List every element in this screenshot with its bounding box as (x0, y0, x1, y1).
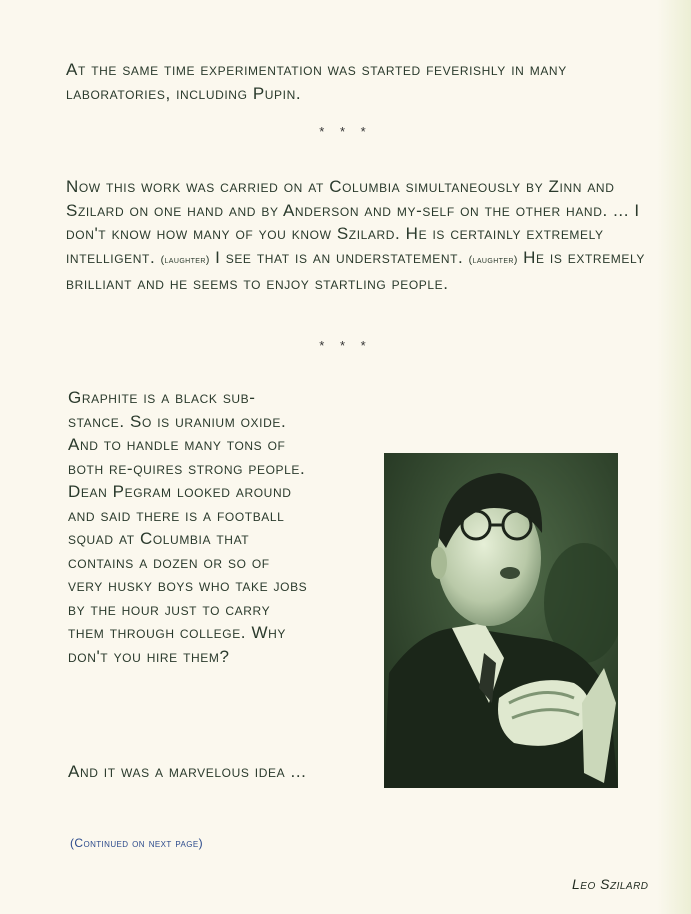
section-separator: * * * (319, 124, 372, 139)
paragraph-columbia (66, 175, 666, 296)
paragraph-intro: At the same time experimentation was started feverishly in many laboratories, including Pupin. (66, 60, 567, 103)
laughter-note: (laughter) (160, 253, 210, 266)
paragraph-columbia-part-a: Now this work was carried on at Columbia simultaneously by Zinn and Szilard on one hand and by Anderson and my-self on the other hand. ... I don't know how many of you know Szilard. He is certainly extremely intelligent. (66, 177, 640, 267)
portrait-photo (384, 453, 618, 788)
paragraph-columbia-part-c: He is extremely brilliant and he seems to enjoy startling people. (66, 247, 645, 293)
page-edge-shadow (657, 0, 691, 914)
continued-note: (Continued on next page) (70, 836, 204, 850)
laughter-note: (laughter) (468, 253, 518, 266)
paragraph-marvelous-idea: And it was a marvelous idea ... (68, 762, 307, 781)
paragraph-columbia-part-b: I see that is an understatement. (215, 247, 464, 267)
portrait-illustration (384, 453, 618, 788)
photo-caption: Leo Szilard (572, 876, 649, 892)
section-separator: * * * (319, 338, 372, 353)
paragraph-graphite: Graphite is a black sub-stance. So is uranium oxide. And to handle many tons of both re-quires strong people. Dean Pegram looked around and said there is a football squad at Columbia that contains a dozen or so of very husky boys who take jobs by the hour just to carry them through college. Why don't you hire them? (68, 388, 308, 666)
